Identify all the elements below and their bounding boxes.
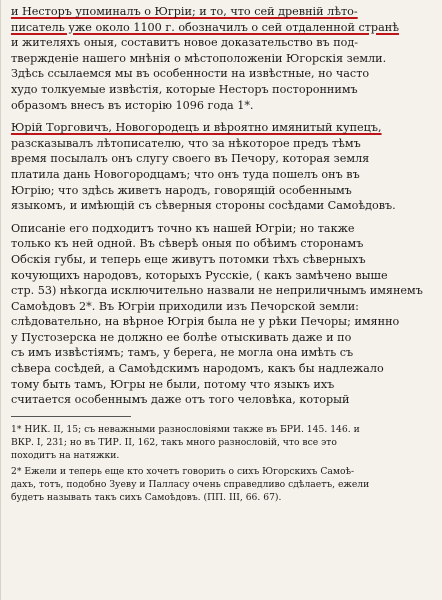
footnote-1 [11, 423, 434, 462]
text-line: разсказывалъ лѣтописателю, что за нѣкоторое предъ тѣмъ [11, 136, 361, 150]
footnote-line: ВКР. I, 231; но въ ТИР. II, 162, такъ много разнословій, что все это [11, 436, 337, 448]
text-line: языкомъ, и имѣющій съ сѣверныя стороны сосѣдами Самоѣдовъ. [11, 199, 396, 213]
text-line: образомъ внесъ въ исторію 1096 года 1*. [11, 98, 254, 112]
text-line: у Пустозерска не должно ее болѣе отыскивать даже и по [11, 330, 352, 344]
text-line: сѣвера сосѣдей, а Самоѣдскимъ народомъ, какъ бы надлежало [11, 362, 384, 376]
text-line: писатель уже около 1100 г. обозначилъ о сей отдаленной странѣ [11, 20, 399, 34]
text-line: только къ ней одной. Въ сѣверѣ оныя по обѣимъ сторонамъ [11, 237, 364, 251]
text-line: Самоѣдовъ 2*. Въ Югріи приходили изъ Печорской земли: [11, 299, 359, 313]
paragraph-1 [11, 4, 434, 113]
text-line: Здѣсь ссылаемся мы въ особенности на извѣстные, но часто [11, 67, 370, 81]
footnote-line: походитъ на натяжки. [11, 449, 120, 461]
text-line: худо толкуемые извѣстія, которые Несторъ постороннимъ [11, 82, 358, 96]
footnote-2 [11, 465, 434, 504]
footnote-separator [11, 416, 131, 417]
paragraph-2 [11, 120, 434, 214]
text-line: и жителяхъ оныя, составитъ новое доказательство въ под- [11, 36, 359, 50]
text-line: Югрію; что здѣсь живетъ народъ, говорящій особеннымъ [11, 183, 352, 197]
text-line: Описаніе его подходитъ точно къ нашей Югріи; но также [11, 221, 355, 235]
text-line: Обскія губы, и теперь еще живутъ потомки тѣхъ сѣверныхъ [11, 252, 366, 266]
text-line: стр. 53) нѣкогда исключительно назвали не неприличнымъ имянемъ [11, 284, 423, 298]
text-line: время посылалъ онъ слугу своего въ Печору, которая земля [11, 152, 370, 166]
text-line: кочующихъ народовъ, которыхъ Русскіе, ( какъ замѣчено выше [11, 268, 388, 282]
text-line: тому быть тамъ, Югры не были, потому что языкъ ихъ [11, 377, 335, 391]
footnote-line: 1* НИК. II, 15; съ неважными разнословіями также въ БРИ. 145. 146. и [11, 423, 360, 435]
text-line: платила дань Новогородцамъ; что онъ туда пошелъ онъ въ [11, 167, 360, 181]
text-line: съ имъ извѣстіямъ; тамъ, у берега, не могла она имѣть съ [11, 346, 354, 360]
text-line: и Несторъ упоминалъ о Югріи; и то, что сей древній лѣто- [11, 5, 358, 18]
footnote-line: дахъ, тотъ, подобно Зуеву и Палласу очень справедливо сдѣлаетъ, ежели [11, 478, 370, 490]
text-line: считается особеннымъ даже отъ того человѣка, который [11, 393, 350, 407]
paragraph-3 [11, 221, 434, 408]
text-line: слѣдовательно, на вѣрное Югрія была не у рѣки Печоры; имянно [11, 315, 400, 329]
text-line: твержденіе нашего мнѣнія о мѣстоположеніи Югорскія земли. [11, 51, 387, 65]
text-line: Юрій Торговичъ, Новогородецъ и вѣроятно имянитый купецъ, [11, 121, 382, 135]
footnote-line: 2* Ежели и теперь еще кто хочетъ говорить о сихъ Югорскихъ Самоѣ- [11, 465, 355, 477]
footnote-line: будетъ называть такъ сихъ Самоѣдовъ. (ПП. III, 66. 67). [11, 491, 282, 503]
